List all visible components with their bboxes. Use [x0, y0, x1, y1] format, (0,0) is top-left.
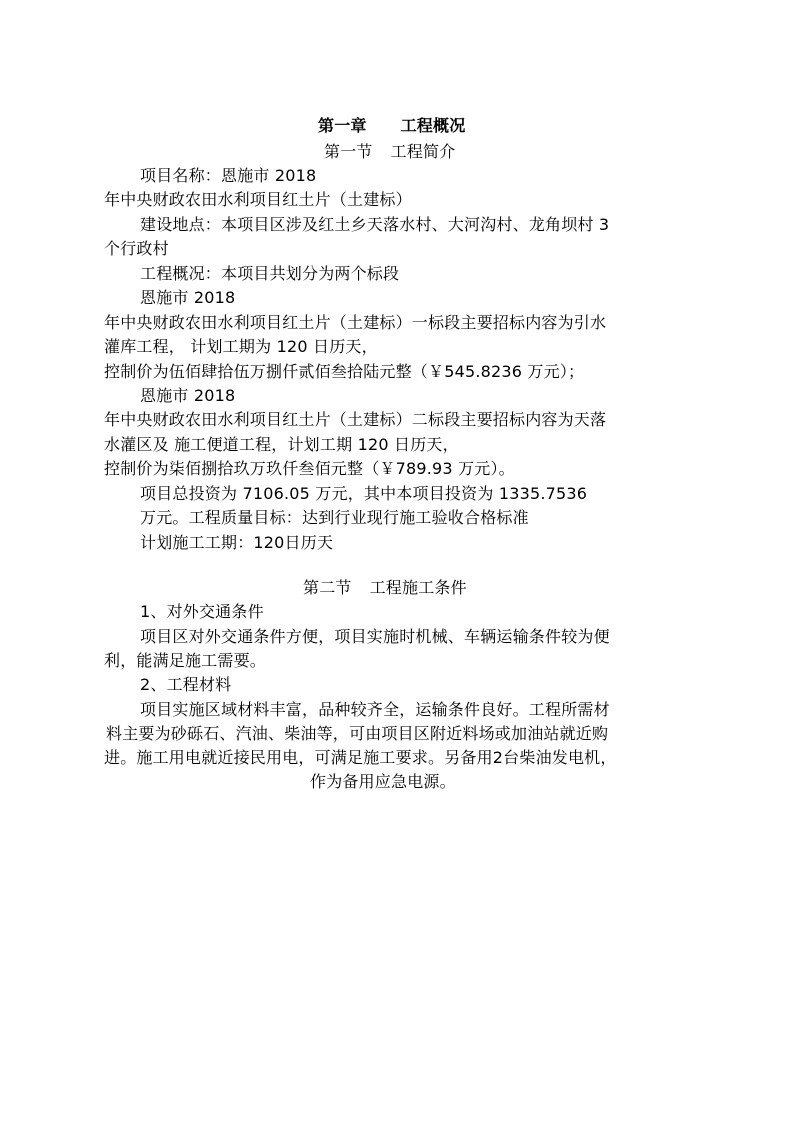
paragraph-line: 项目实施区域材料丰富，品种较齐全，运输条件良好。工程所需材 — [140, 700, 610, 719]
paragraph-line: 1、对外交通条件 — [140, 602, 264, 621]
chapter-number: 第一章 — [318, 116, 367, 135]
paragraph-line: 控制价为柒佰捌拾玖万玖仟叁佰元整（￥789.93 万元）。 — [104, 459, 515, 478]
paragraph-line: 控制价为伍佰肆拾伍万捌仟贰佰叁拾陆元整（￥545.8236 万元）； — [104, 362, 585, 381]
paragraph-line: 恩施市 2018 — [140, 288, 236, 307]
paragraph-line: 料主要为砂砾石、汽油、柴油等，可由项目区附近料场或加油站就近购 — [106, 724, 609, 743]
section-1-number: 第一节 — [324, 142, 373, 161]
paragraph-line: 年中央财政农田水利项目红土片（土建标） — [104, 190, 412, 209]
paragraph-line: 工程概况：本项目共划分为两个标段 — [140, 264, 400, 283]
paragraph-line: 作为备用应急电源。 — [310, 772, 456, 791]
paragraph-line: 利，能满足施工需要。 — [104, 651, 267, 670]
paragraph-line: 水灌区及 施工便道工程，计划工期 120 日历天， — [104, 435, 459, 454]
paragraph-line: 万元。工程质量目标：达到行业现行施工验收合格标准 — [140, 508, 529, 527]
paragraph-line: 年中央财政农田水利项目红土片（土建标）一标段主要招标内容为引水 — [104, 313, 607, 332]
paragraph-line: 2、工程材料 — [140, 675, 232, 694]
section-1-heading — [324, 140, 455, 164]
section-1-title: 工程简介 — [390, 142, 456, 161]
paragraph-line: 个行政村 — [104, 239, 169, 258]
paragraph-line: 项目区对外交通条件方便，项目实施时机械、车辆运输条件较为便 — [140, 627, 610, 646]
paragraph-line: 建设地点：本项目区涉及红土乡天落水村、大河沟村、龙角坝村 3 — [140, 215, 610, 234]
section-2-heading — [303, 576, 467, 600]
paragraph-line: 项目总投资为 7106.05 万元，其中本项目投资为 1335.7536 — [140, 484, 588, 503]
section-2-number: 第二节 — [303, 578, 352, 597]
paragraph-line: 项目名称：恩施市 2018 — [140, 166, 317, 185]
paragraph-line: 进。施工用电就近接民用电，可满足施工要求。另备用2台柴油发电机， — [104, 748, 617, 767]
chapter-title: 工程概况 — [400, 116, 466, 135]
chapter-heading — [318, 114, 465, 138]
paragraph-line: 灌库工程， 计划工期为 120 日历天， — [104, 337, 378, 356]
paragraph-line: 恩施市 2018 — [140, 386, 236, 405]
paragraph-line: 计划施工工期：120日历天 — [140, 533, 334, 552]
paragraph-line: 年中央财政农田水利项目红土片（土建标）二标段主要招标内容为天落 — [104, 410, 607, 429]
section-2-title: 工程施工条件 — [369, 578, 467, 597]
